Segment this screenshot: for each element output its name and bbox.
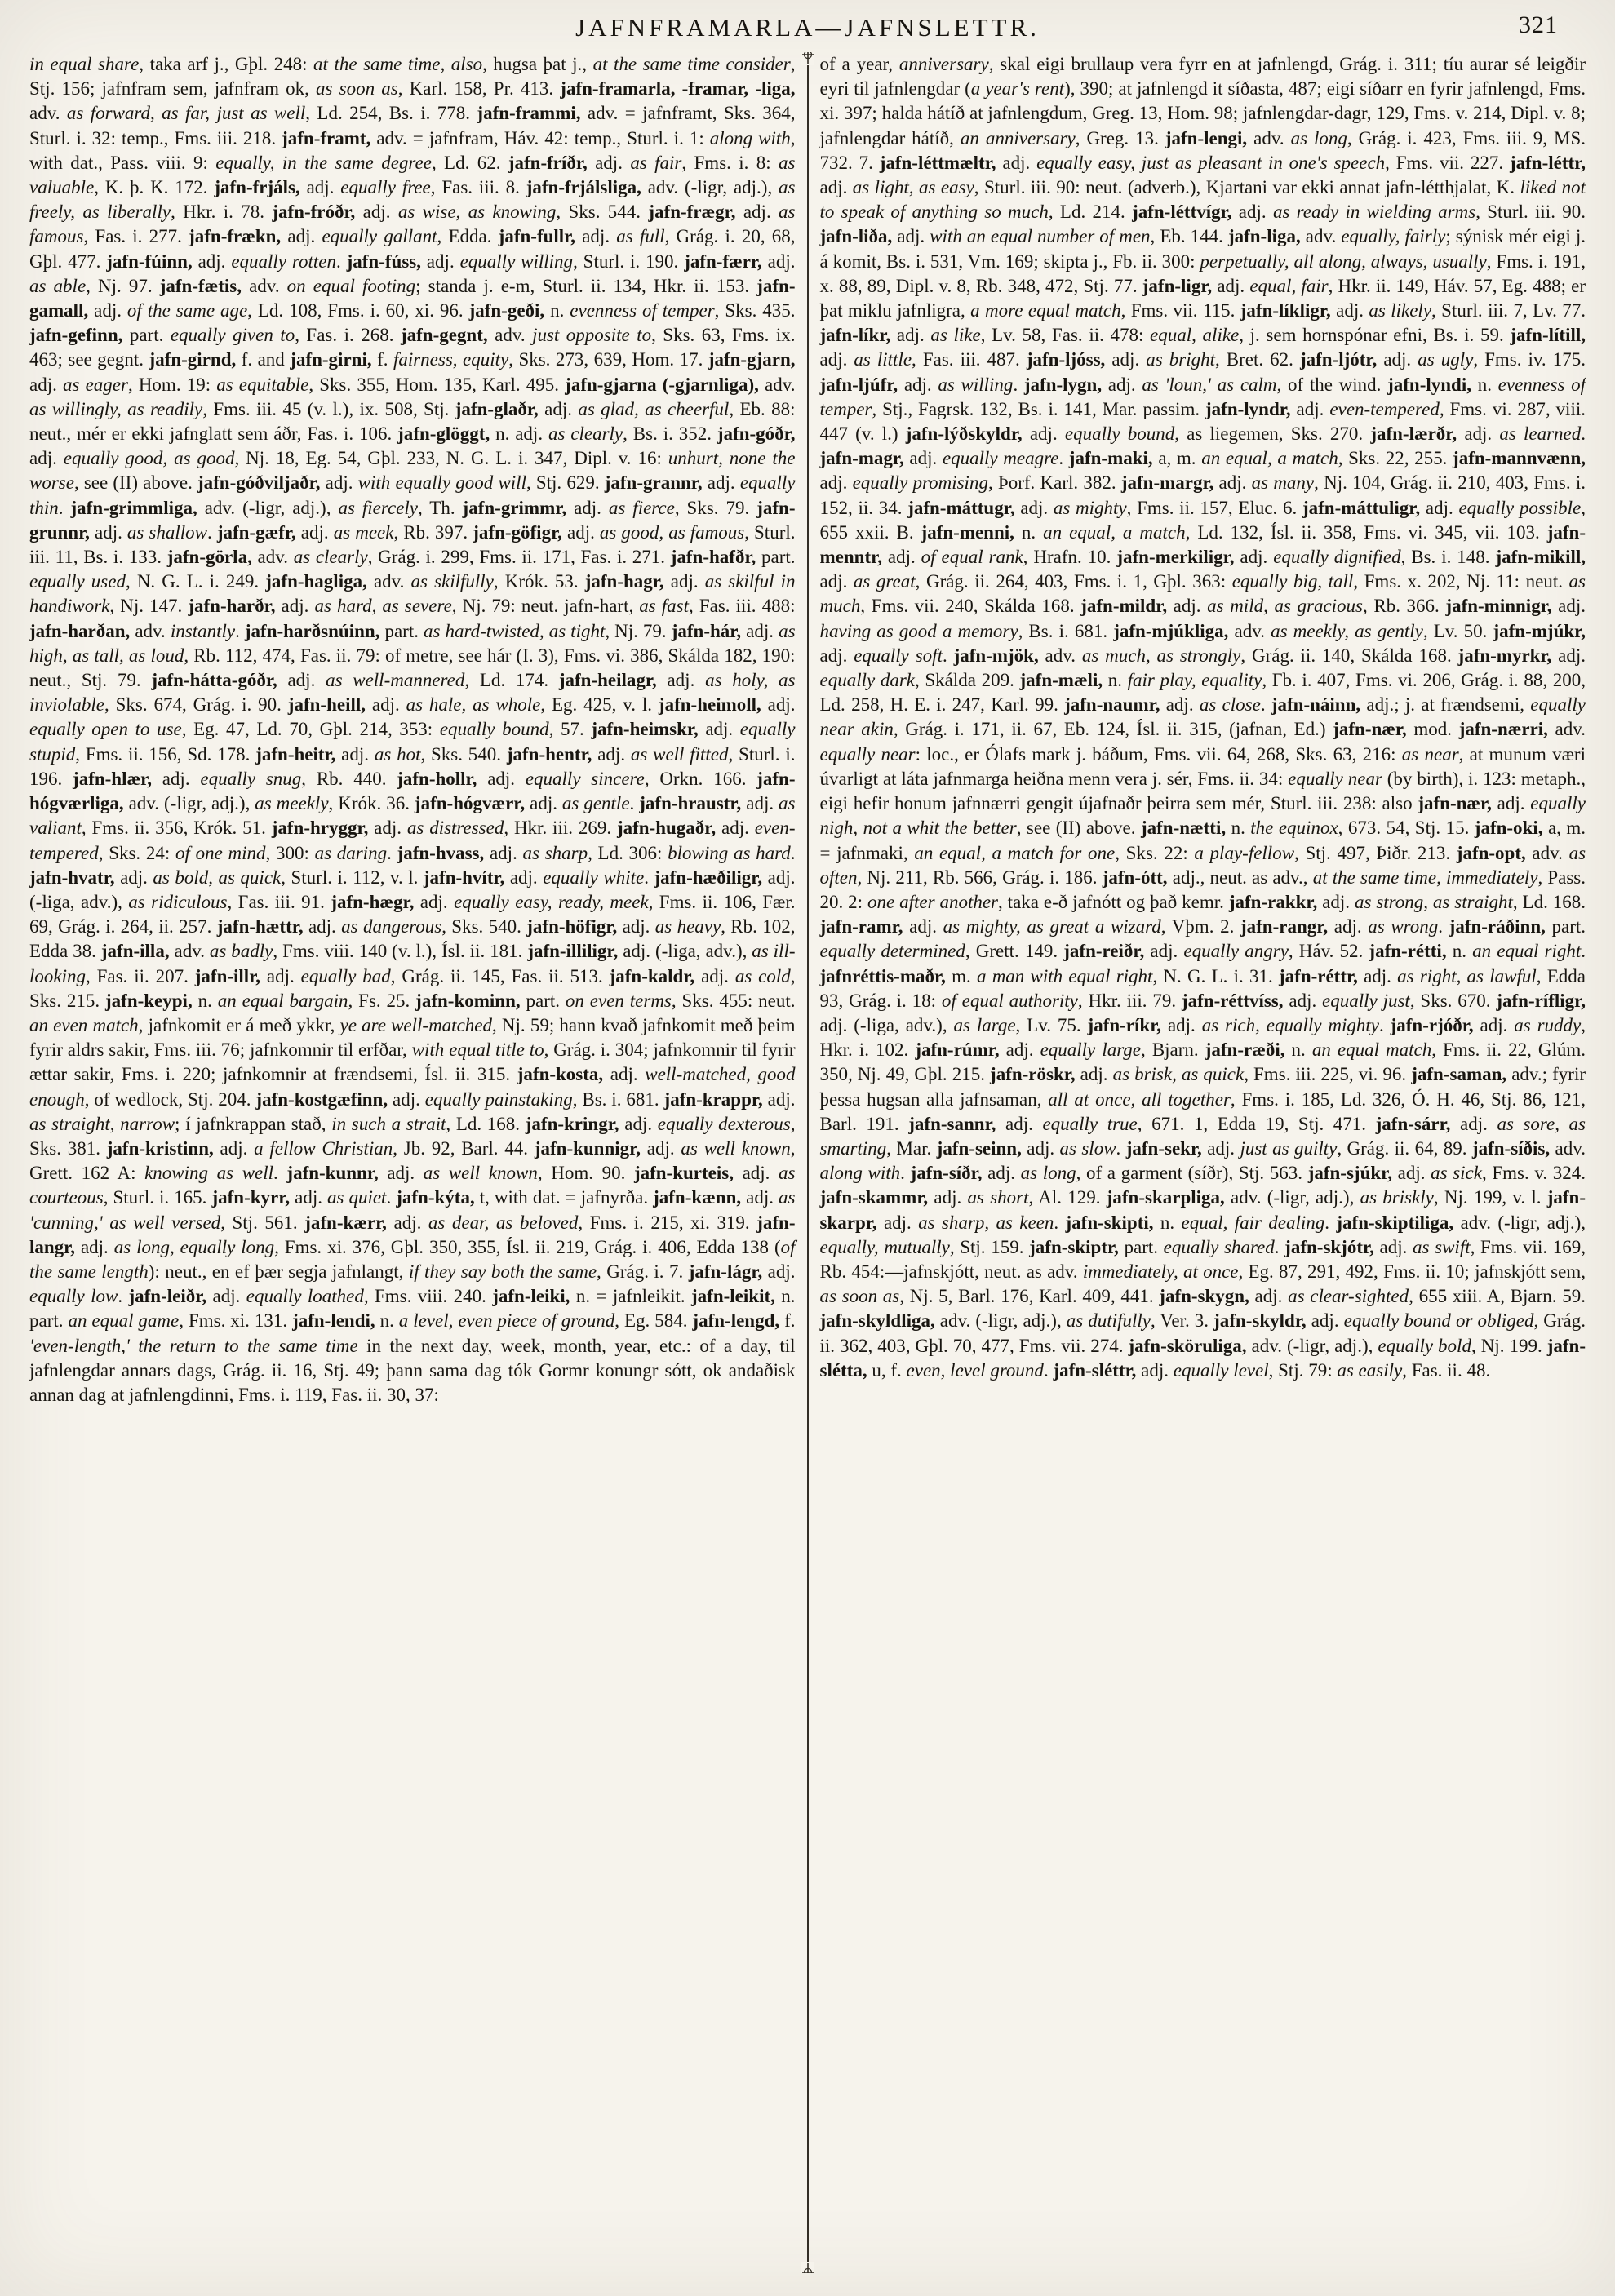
page-number: 321 bbox=[1519, 11, 1558, 38]
two-column-text-body bbox=[29, 52, 1586, 2273]
left-column: in equal share, taka arf j., Gþl. 248: at the same time, also, hugsa þat j., at the same time consider, Stj. 156; jafnfram sem, jafnfram ok, as soon as, Karl. 158, Pr. 413. jafn-framarla, -framar, -liga, adv. as forward, as far, just as well, Ld. 254, Bs. i. 778. jafn-frammi, adv. = jafnframt, Sks. 364, Sturl. i. 32: temp., Fms. iii. 218. jafn-framt, adv. = jafnfram, Háv. 42: temp., Sturl. i. 1: along with, with dat., Pass. viii. 9: equally, in the same degree, Ld. 62. jafn-fríðr, adj. as fair, Fms. i. 8: as valuable, K. þ. K. 172. jafn-frjáls, adj. equally free, Fas. iii. 8. jafn-frjálsliga, adv. (-ligr, adj.), as freely, as liberally, Hkr. i. 78. jafn-fróðr, adj. as wise, as knowing, Sks. 544. jafn-frægr, adj. as famous, Fas. i. 277. jafn-frækn, adj. equally gallant, Edda. jafn-fullr, adj. as full, Grág. i. 20, 68, Gþl. 477. jafn-fúinn, adj. equally rotten. jafn-fúss, adj. equally willing, Sturl. i. 190. jafn-færr, adj. as able, Nj. 97. jafn-fætis, adv. on equal footing; standa j. e-m, Sturl. ii. 134, Hkr. ii. 153. jafn-gamall, adj. of the same age, Ld. 108, Fms. i. 60, xi. 96. jafn-geði, n. evenness of temper, Sks. 435. jafn-gefinn, part. equally given to, Fas. i. 268. jafn-gegnt, adv. just opposite to, Sks. 63, Fms. ix. 463; see gegnt. jafn-girnd, f. and jafn-girni, f. fairness, equity, Sks. 273, 639, Hom. 17. jafn-gjarn, adj. as eager, Hom. 19: as equitable, Sks. 355, Hom. 135, Karl. 495. jafn-gjarna (-gjarnliga), adv. as willingly, as readily, Fms. iii. 45 (v. l.), ix. 508, Stj. jafn-glaðr, adj. as glad, as cheerful, Eb. 88: neut., mér er ekki jafnglatt sem áðr, Fas. i. 106. jafn-glöggt, n. adj. as clearly, Bs. i. 352. jafn-góðr, adj. equally good, as good, Nj. 18, Eg. 54, Gþl. 233, N. G. L. i. 347, Dipl. v. 16: unhurt, none the worse, see (II) above. jafn-góðviljaðr, adj. with equally good will, Stj. 629. jafn-grannr, adj. equally thin. jafn-grimmliga, adv. (-ligr, adj.), as fiercely, Th. jafn-grimmr, adj. as fierce, Sks. 79. jafn-grunnr, adj. as shallow. jafn-gæfr, adj. as meek, Rb. 397. jafn-göfigr, adj. as good, as famous, Sturl. iii. 11, Bs. i. 133. jafn-görla, adv. as clearly, Grág. i. 299, Fms. ii. 171, Fas. i. 271. jafn-hafðr, part. equally used, N. G. L. i. 249. jafn-hagliga, adv. as skilfully, Krók. 53. jafn-hagr, adj. as skilful in handiwork, Nj. 147. jafn-harðr, adj. as hard, as severe, Nj. 79: neut. jafn-hart, as fast, Fas. iii. 488: jafn-harðan, adv. instantly. jafn-harðsnúinn, part. as hard-twisted, as tight, Nj. 79. jafn-hár, adj. as high, as tall, as loud, Rb. 112, 474, Fas. ii. 79: of metre, see hár (I. 3), Fms. vi. 386, Skálda 182, 190: neut., Stj. 79. jafn-hátta-góðr, adj. as well-mannered, Ld. 174. jafn-heilagr, adj. as holy, as inviolable, Sks. 674, Grág. i. 90. jafn-heill, adj. as hale, as whole, Eg. 425, v. l. jafn-heimoll, adj. equally open to use, Eg. 47, Ld. 70, Gþl. 214, 353: equally bound, 57. jafn-heimskr, adj. equally stupid, Fms. ii. 156, Sd. 178. jafn-heitr, adj. as hot, Sks. 540. jafn-hentr, adj. as well fitted, Sturl. i. 196. jafn-hlær, adj. equally snug, Rb. 440. jafn-hollr, adj. equally sincere, Orkn. 166. jafn-hógværliga, adv. (-ligr, adj.), as meekly, Krók. 36. jafn-hógværr, adj. as gentle. jafn-hraustr, adj. as valiant, Fms. ii. 356, Krók. 51. jafn-hryggr, adj. as distressed, Hkr. iii. 269. jafn-hugaðr, adj. even-tempered, Sks. 24: of one mind, 300: as daring. jafn-hvass, adj. as sharp, Ld. 306: blowing as hard. jafn-hvatr, adj. as bold, as quick, Sturl. i. 112, v. l. jafn-hvítr, adj. equally white. jafn-hæðiligr, adj. (-liga, adv.), as ridiculous, Fas. iii. 91. jafn-hægr, adj. equally easy, ready, meek, Fms. ii. 106, Fær. 69, Grág. i. 264, ii. 257. jafn-hættr, adj. as dangerous, Sks. 540. jafn-höfigr, adj. as heavy, Rb. 102, Edda 38. jafn-illa, adv. as badly, Fms. viii. 140 (v. l.), Ísl. ii. 181. jafn-illiligr, adj. (-liga, adv.), as ill-looking, Fas. ii. 207. jafn-illr, adj. equally bad, Grág. ii. 145, Fas. ii. 513. jafn-kaldr, adj. as cold, Sks. 215. jafn-keypi, n. an equal bargain, Fs. 25. jafn-kominn, part. on even terms, Sks. 455: neut. an even match, jafnkomit er á með ykkr, ye are well-matched, Nj. 59; hann kvað jafnkomit með þeim fyrir aldrs sakir, Fms. iii. 76; jafnkomnir til erfðar, with equal title to, Grág. i. 304; jafnkomnir til fyrir ættar sakir, Fms. i. 220; jafnkomnir at frændsemi, Ísl. ii. 315. jafn-kosta, adj. well-matched, good enough, of wedlock, Stj. 204. jafn-kostgæfinn, adj. equally painstaking, Bs. i. 681. jafn-krappr, adj. as straight, narrow; í jafnkrappan stað, in such a strait, Ld. 168. jafn-kringr, adj. equally dexterous, Sks. 381. jafn-kristinn, adj. a fellow Christian, Jb. 92, Barl. 44. jafn-kunnigr, adj. as well known, Grett. 162 A: knowing as well. jafn-kunnr, adj. as well known, Hom. 90. jafn-kurteis, adj. as courteous, Sturl. i. 165. jafn-kyrr, adj. as quiet. jafn-kýta, t, with dat. = jafnyrða. jafn-kænn, adj. as 'cunning,' as well versed, Stj. 561. jafn-kærr, adj. as dear, as beloved, Fms. i. 215, xi. 319. jafn-langr, adj. as long, equally long, Fms. xi. 376, Gþl. 350, 355, Ísl. ii. 219, Grág. i. 406, Edda 138 (of the same length): neut., en ef þær segja jafnlangt, if they say both the same, Grág. i. 7. jafn-lágr, adj. equally low. jafn-leiðr, adj. equally loathed, Fms. viii. 240. jafn-leiki, n. = jafnleikit. jafn-leikit, n. part. an equal game, Fms. xi. 131. jafn-lendi, n. a level, even piece of ground, Eg. 584. jafn-lengd, f. 'even-length,' the return to the same time in the next day, week, month, year, etc.: of a day, til jafnlengdar annars dags, Grág. ii. 16, Stj. 49; þann sama dag tók Gormr konungr sótt, ok andaðisk annan dag at jafnlengdinni, Fms. i. 119, Fas. ii. 30, 37: bbox=[29, 54, 796, 1405]
page-title: JAFNFRAMARLA—JAFNSLETTR. bbox=[575, 13, 1040, 42]
orb-cross-icon bbox=[801, 52, 814, 65]
column-divider-rule bbox=[807, 52, 809, 2273]
page-header bbox=[29, 10, 1586, 47]
right-column: of a year, anniversary, skal eigi brullaup vera fyrr en at jafnlengd, Grág. i. 311; tíu aurar sé leigðir eyri til jafnlengdar (a year's rent), 390; at jafnlengd it síðasta, 487; eigi síðarr en fyrir jafnlengd, Fms. xi. 397; halda hátíð at jafnlengdum, Greg. 13, Hom. 98; jafnlengdar-dagr, 129, Fms. v. 214, Dipl. v. 8; jafnlengdar hátíð, an anniversary, Greg. 13. jafn-lengi, adv. as long, Grág. i. 423, Fms. iii. 9, MS. 732. 7. jafn-léttmæltr, adj. equally easy, just as pleasant in one's speech, Fms. vii. 227. jafn-léttr, adj. as light, as easy, Sturl. iii. 90: neut. (adverb.), Kjartani var ekki annat jafn-létthjalat, K. liked not to speak of anything so much, Ld. 214. jafn-léttvígr, adj. as ready in wielding arms, Sturl. iii. 90. jafn-liða, adj. with an equal number of men, Eb. 144. jafn-liga, adv. equally, fairly; sýnisk mér eigi j. á komit, Bs. i. 531, Vm. 169; skipta j., Fb. ii. 300: perpetually, all along, always, usually, Fms. i. 191, x. 88, 89, Dipl. v. 8, Rb. 348, 472, Stj. 77. jafn-ligr, adj. equal, fair, Hkr. ii. 149, Háv. 57, Eg. 488; er þat miklu jafnligra, a more equal match, Fms. vii. 115. jafn-líkligr, adj. as likely, Sturl. iii. 7, Lv. 77. jafn-líkr, adj. as like, Lv. 58, Fas. ii. 478: equal, alike, j. sem hornspónar efni, Bs. i. 59. jafn-lítill, adj. as little, Fas. iii. 487. jafn-ljóss, adj. as bright, Bret. 62. jafn-ljótr, adj. as ugly, Fms. iv. 175. jafn-ljúfr, adj. as willing. jafn-lygn, adj. as 'loun,' as calm, of the wind. jafn-lyndi, n. evenness of temper, Stj., Fagrsk. 132, Bs. i. 141, Mar. passim. jafn-lyndr, adj. even-tempered, Fms. vi. 287, viii. 447 (v. l.) jafn-lýðskyldr, adj. equally bound, as liegemen, Sks. 270. jafn-lærðr, adj. as learned. jafn-magr, adj. equally meagre. jafn-maki, a, m. an equal, a match, Sks. 22, 255. jafn-mannvænn, adj. equally promising, Þorf. Karl. 382. jafn-margr, adj. as many, Nj. 104, Grág. ii. 210, 403, Fms. i. 152, ii. 34. jafn-máttugr, adj. as mighty, Fms. ii. 157, Eluc. 6. jafn-máttuligr, adj. equally possible, 655 xxii. B. jafn-menni, n. an equal, a match, Ld. 132, Ísl. ii. 358, Fms. vi. 345, vii. 103. jafn-menntr, adj. of equal rank, Hrafn. 10. jafn-merkiligr, adj. equally dignified, Bs. i. 148. jafn-mikill, adj. as great, Grág. ii. 264, 403, Fms. i. 1, Gþl. 363: equally big, tall, Fms. x. 202, Nj. 11: neut. as much, Fms. vii. 240, Skálda 168. jafn-mildr, adj. as mild, as gracious, Rb. 366. jafn-minnigr, adj. having as good a memory, Bs. i. 681. jafn-mjúkliga, adv. as meekly, as gently, Lv. 50. jafn-mjúkr, adj. equally soft. jafn-mjök, adv. as much, as strongly, Grág. ii. 140, Skálda 168. jafn-myrkr, adj. equally dark, Skálda 209. jafn-mæli, n. fair play, equality, Fb. i. 407, Fms. vi. 206, Grág. i. 88, 200, Ld. 258, H. E. i. 247, Karl. 99. jafn-naumr, adj. as close. jafn-náinn, adj.; j. at frændsemi, equally near akin, Grág. i. 171, ii. 67, Eb. 124, Ísl. ii. 315, (jafnan, Ed.) jafn-nær, mod. jafn-nærri, adv. equally near: loc., er Ólafs mark j. báðum, Fms. vii. 64, 268, Sks. 63, 216: as near, at munum væri úvarligt at láta jafnmarga heiðna menn vera j. sér, Fms. ii. 34: equally near (by birth), i. 123: metaph., eigi hefir honum jafnnærri gengit újafnaðr þeirra sem mér, Sturl. iii. 238: also jafn-nær, adj. equally nigh, not a whit the better, see (II) above. jafn-nætti, n. the equinox, 673. 54, Stj. 15. jafn-oki, a, m. = jafnmaki, an equal, a match for one, Sks. 22: a play-fellow, Stj. 497, Þiðr. 213. jafn-opt, adv. as often, Nj. 211, Rb. 566, Grág. i. 186. jafn-ótt, adj., neut. as adv., at the same time, immediately, Pass. 20. 2: one after another, taka e-ð jafnótt og það kemr. jafn-rakkr, adj. as strong, as straight, Ld. 168. jafn-ramr, adj. as mighty, as great a wizard, Vþm. 2. jafn-rangr, adj. as wrong. jafn-ráðinn, part. equally determined, Grett. 149. jafn-reiðr, adj. equally angry, Háv. 52. jafn-rétti, n. an equal right. jafnréttis-maðr, m. a man with equal right, N. G. L. i. 31. jafn-réttr, adj. as right, as lawful, Edda 93, Grág. i. 18: of equal authority, Hkr. iii. 79. jafn-réttvíss, adj. equally just, Sks. 670. jafn-rífligr, adj. (-liga, adv.), as large, Lv. 75. jafn-ríkr, adj. as rich, equally mighty. jafn-rjóðr, adj. as ruddy, Hkr. i. 102. jafn-rúmr, adj. equally large, Bjarn. jafn-ræði, n. an equal match, Fms. ii. 22, Glúm. 350, Nj. 49, Gþl. 215. jafn-röskr, adj. as brisk, as quick, Fms. iii. 225, vi. 96. jafn-saman, adv.; fyrir þessa hugsan alla jafnsaman, all at once, all together, Fms. i. 185, Ld. 326, Ó. H. 46, Stj. 86, 121, Barl. 191. jafn-sannr, adj. equally true, 671. 1, Edda 19, Stj. 471. jafn-sárr, adj. as sore, as smarting, Mar. jafn-seinn, adj. as slow. jafn-sekr, adj. just as guilty, Grág. ii. 64, 89. jafn-síðis, adv. along with. jafn-síðr, adj. as long, of a garment (síðr), Stj. 563. jafn-sjúkr, adj. as sick, Fms. v. 324. jafn-skammr, adj. as short, Al. 129. jafn-skarpliga, adv. (-ligr, adj.), as briskly, Nj. 199, v. l. jafn-skarpr, adj. as sharp, as keen. jafn-skipti, n. equal, fair dealing. jafn-skiptiliga, adv. (-ligr, adj.), equally, mutually, Stj. 159. jafn-skiptr, part. equally shared. jafn-skjótr, adj. as swift, Fms. vii. 169, Rb. 454:—jafnskjótt, neut. as adv. immediately, at once, Eg. 87, 291, 492, Fms. ii. 10; jafnskjótt sem, as soon as, Nj. 5, Barl. 176, Karl. 409, 441. jafn-skygn, adj. as clear-sighted, 655 xiii. A, Bjarn. 59. jafn-skyldliga, adv. (-ligr, adj.), as dutifully, Ver. 3. jafn-skyldr, adj. equally bound or obliged, Grág. ii. 362, 403, Gþl. 70, 477, Fms. vii. 274. jafn-sköruliga, adv. (-ligr, adj.), equally bold, Nj. 199. jafn-slétta, u, f. even, level ground. jafn-sléttr, adj. equally level, Stj. 79: as easily, Fas. ii. 48. bbox=[819, 54, 1586, 1381]
orb-cross-icon bbox=[801, 2262, 814, 2273]
